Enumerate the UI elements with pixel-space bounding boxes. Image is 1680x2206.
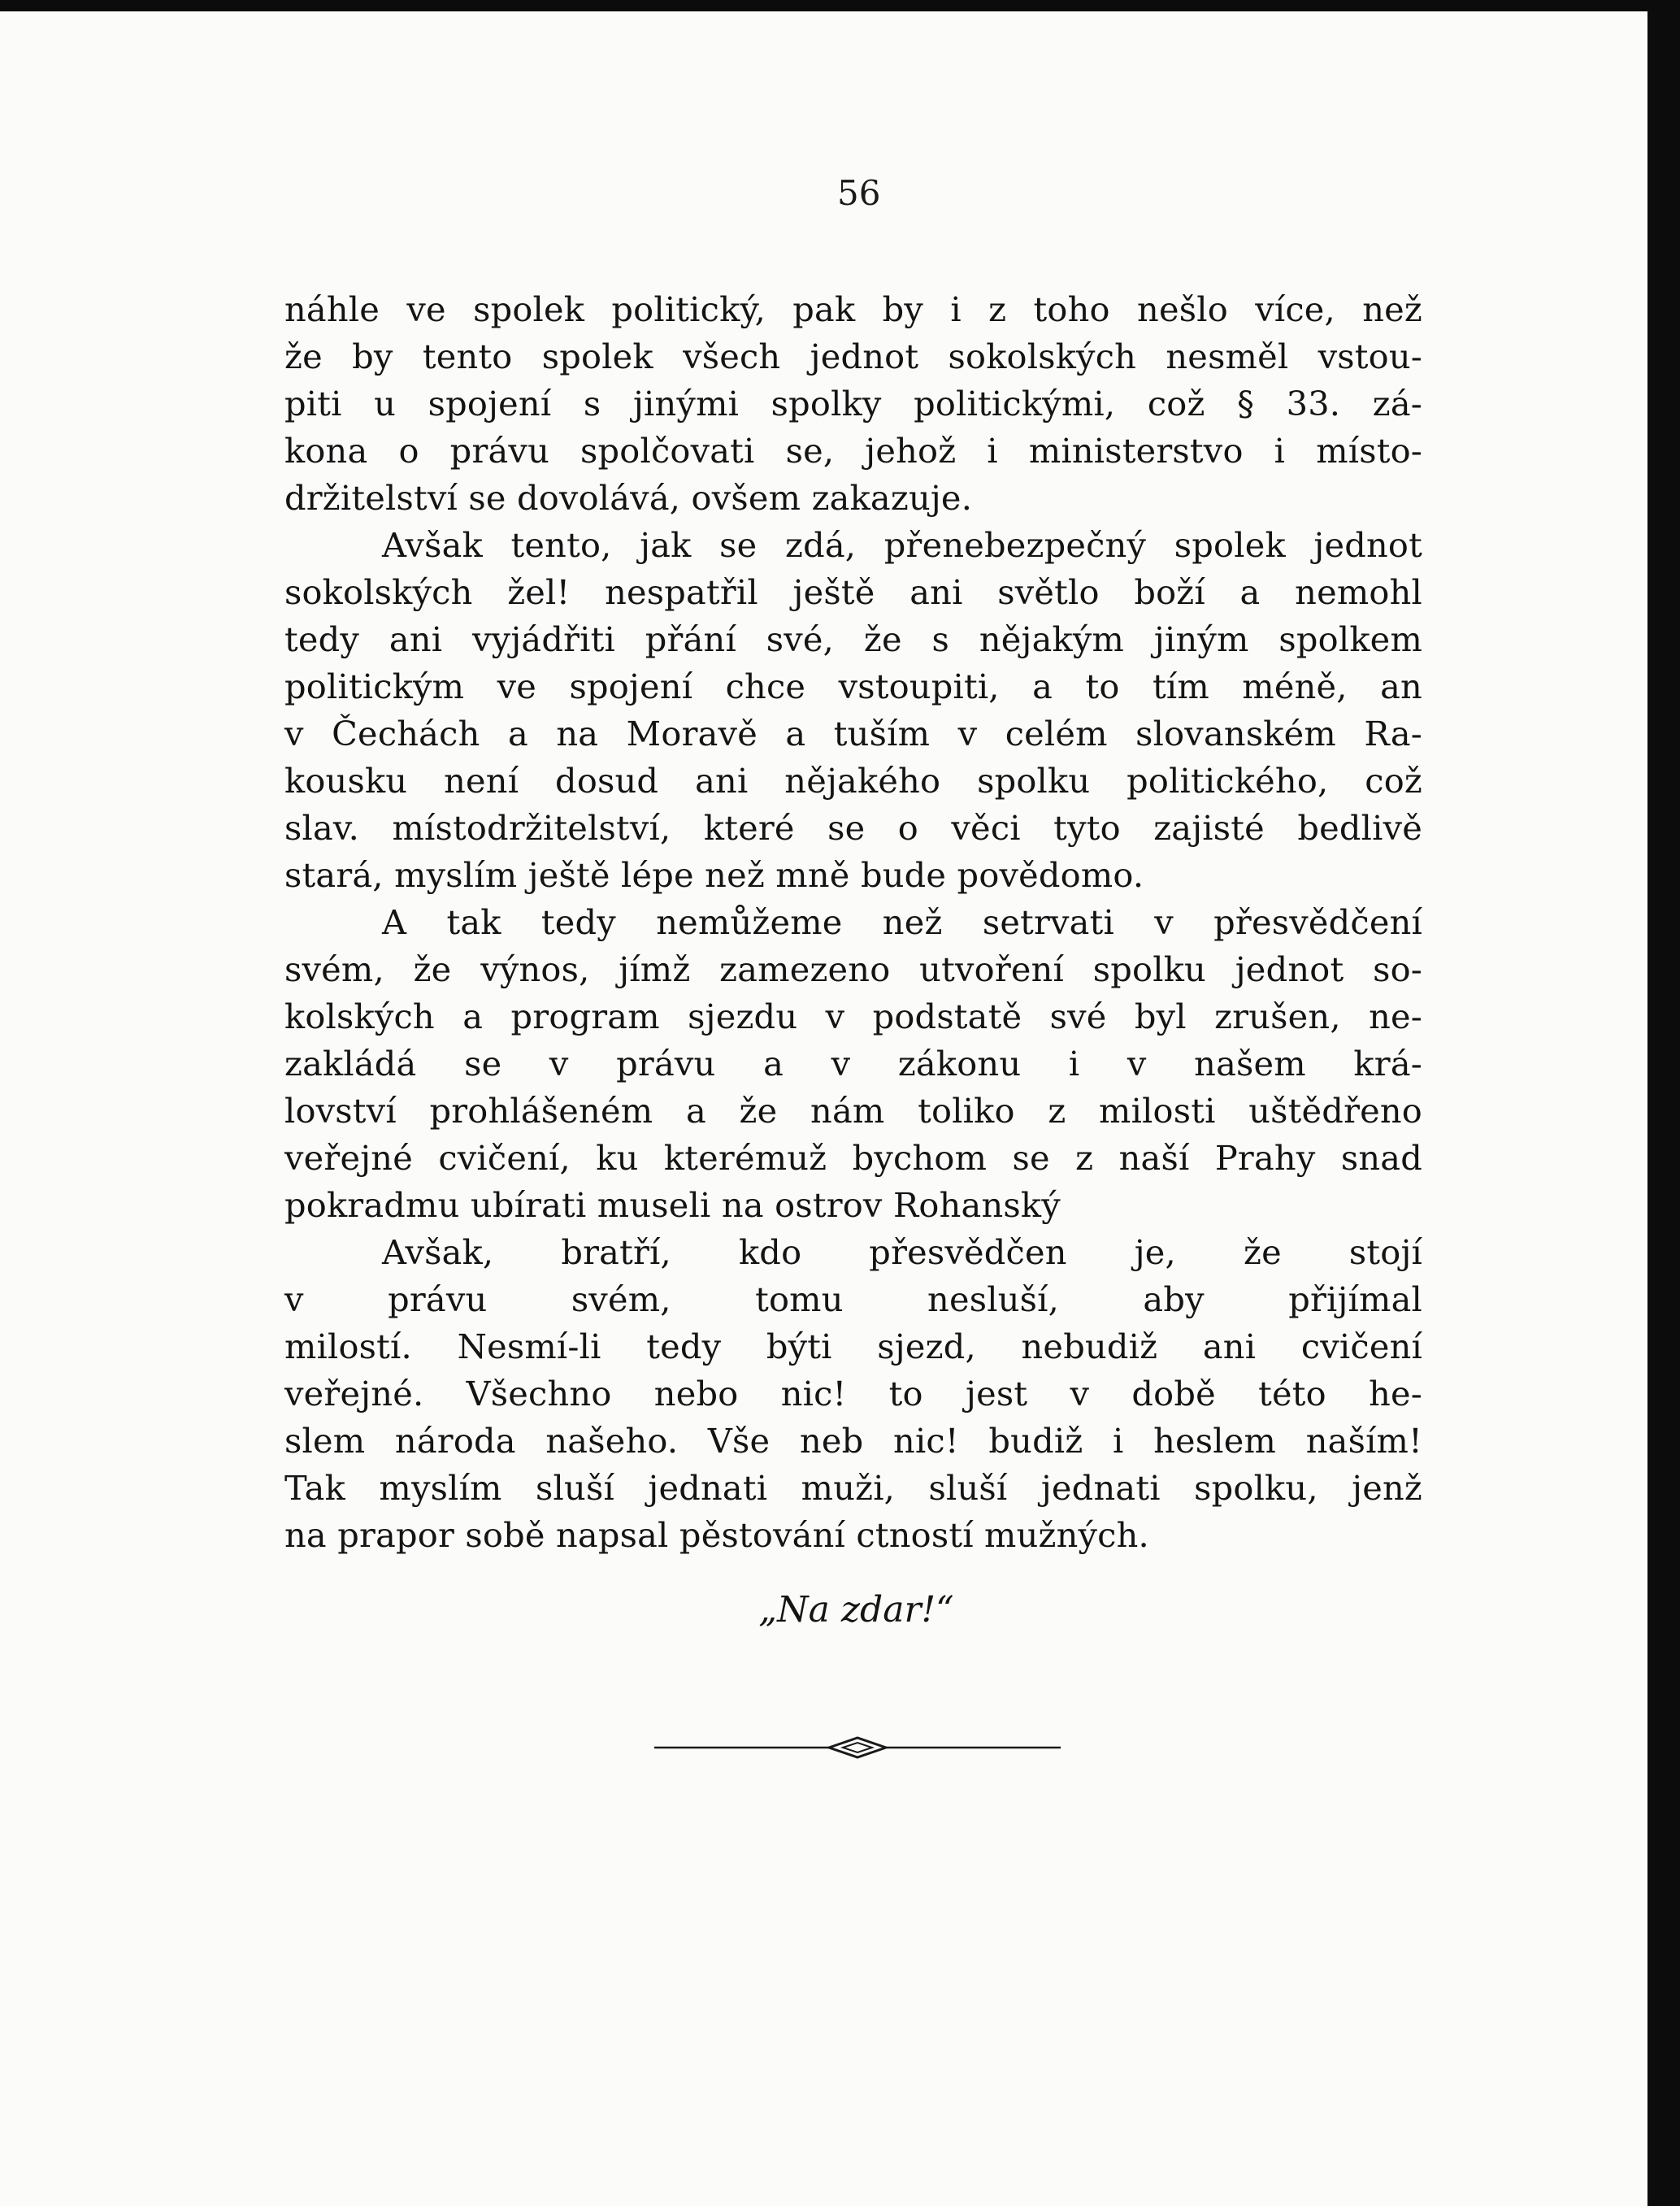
text-line: že by tento spolek všech jednot sokolských nesměl vstou- <box>284 337 1422 376</box>
text-line: kolských a program sjezdu v podstatě své byl zrušen, ne- <box>284 997 1422 1036</box>
spaced-text-line: zakládá se v právu a v zákonu i v našem krá- <box>284 1044 1422 1083</box>
paragraph-start-line: A tak tedy nemůžeme než setrvati v přesvědčení <box>382 902 1422 942</box>
paragraph-start-line: Avšak, bratří, kdo přesvědčen je, že stojí <box>382 1232 1422 1272</box>
text-line: piti u spojení s jinými spolky politickými, což § 33. zá- <box>284 384 1422 423</box>
text-line: stará, myslím ještě lépe než mně bude povědomo. <box>284 855 1144 895</box>
scan-frame-top <box>0 0 1680 11</box>
text-line: lovství prohlášeném a že nám toliko z milosti uštědřeno <box>284 1091 1422 1131</box>
text-line: veřejné. Všechno nebo nic! to jest v době této he- <box>284 1374 1422 1413</box>
text-line: slav. místodržitelství, které se o věci tyto zajisté bedlivě <box>284 808 1422 848</box>
text-line: pokradmu ubírati museli na ostrov Rohanský <box>284 1185 1061 1225</box>
text-line: veřejné cvičení, ku kterémuž bychom se z naší Prahy snad <box>284 1138 1422 1178</box>
text-line: držitelství se dovolává, ovšem zakazuje. <box>284 478 973 518</box>
text-line: kona o právu spolčovati se, jehož i ministerstvo i místo- <box>284 431 1422 471</box>
text-line: v Čechách a na Moravě a tuším v celém slovanském Ra- <box>284 714 1422 753</box>
text-line: svém, že výnos, jímž zamezeno utvoření spolku jednot so- <box>284 949 1422 989</box>
text-line: kousku není dosud ani nějakého spolku politického, což <box>284 761 1422 801</box>
text-line: na prapor sobě napsal pěstování ctností mužných. <box>284 1515 1149 1555</box>
paragraph-start-line: Avšak tento, jak se zdá, přenebezpečný spolek jednot <box>382 525 1422 565</box>
spaced-text-line: v právu svém, tomu nesluší, aby přijímal <box>284 1279 1422 1319</box>
scan-frame-right <box>1647 0 1680 2206</box>
page-number: 56 <box>837 173 881 213</box>
text-line: politickým ve spojení chce vstoupiti, a to tím méně, an <box>284 667 1422 706</box>
body-text <box>284 286 1422 1559</box>
text-line: slem národa našeho. Vše neb nic! budiž i heslem naším! <box>284 1421 1422 1461</box>
text-line: tedy ani vyjádřiti přání své, že s nějakým jiným spolkem <box>284 619 1422 659</box>
text-line: milostí. Nesmí-li tedy býti sjezd, nebudiž ani cvičení <box>284 1327 1422 1366</box>
closing-text: „Na zdar!“ <box>758 1589 954 1631</box>
ornament-diamond <box>829 1738 886 1757</box>
text-line: Tak myslím sluší jednati muži, sluší jednati spolku, jenž <box>284 1468 1422 1508</box>
text-line: sokolských žel! nespatřil ještě ani světlo boží a nemohl <box>284 572 1422 612</box>
ornament-diamond-inner <box>843 1743 872 1752</box>
text-line: náhle ve spolek politický, pak by i z toho nešlo více, než <box>284 289 1422 329</box>
section-end-ornament <box>654 1731 1061 1764</box>
closing-salutation <box>0 1589 1680 1631</box>
